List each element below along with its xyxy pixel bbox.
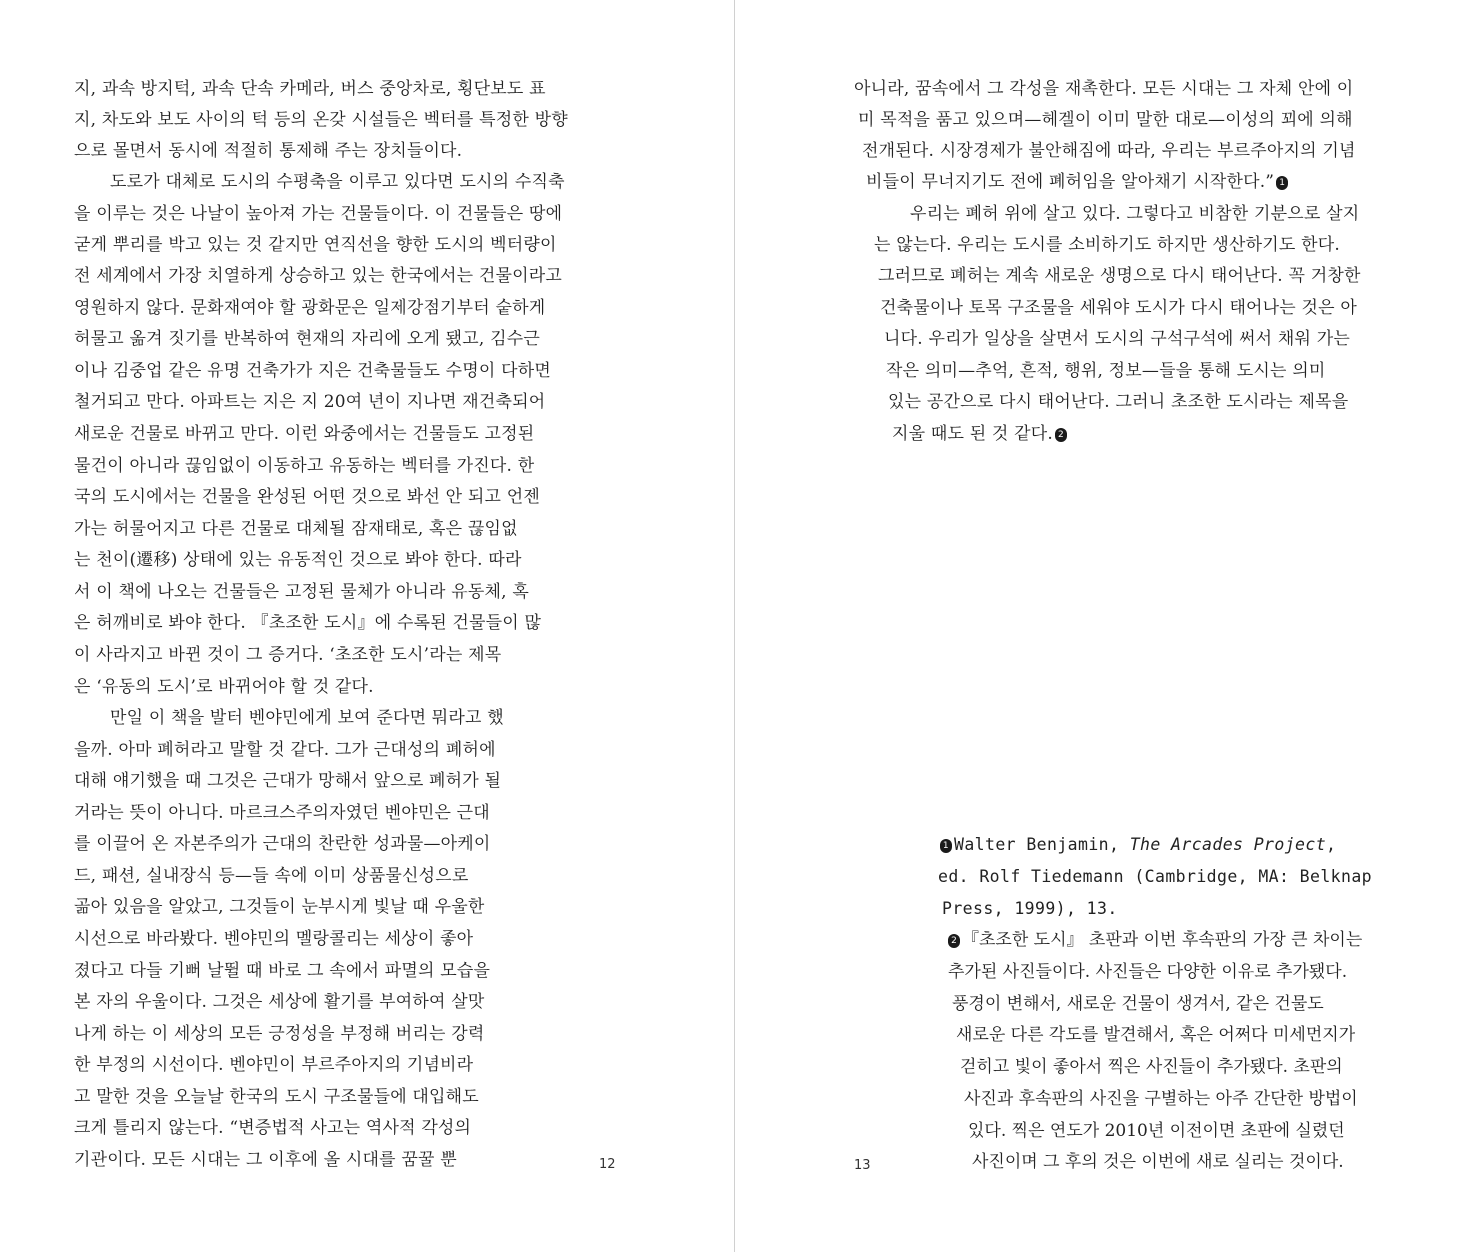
text-line: 한 부정의 시선이다. 벤야민이 부르주아지의 기념비라 bbox=[74, 1055, 474, 1075]
text-line: 를 이끌어 온 자본주의가 근대의 찬란한 성과물—아케이 bbox=[74, 834, 491, 854]
text-line: 드, 패션, 실내장식 등—들 속에 이미 상품물신성으로 bbox=[74, 866, 469, 886]
page-number: 12 bbox=[599, 1157, 616, 1172]
footnote-2: 2 『초조한 도시』 초판과 이번 후속판의 가장 큰 차이는 bbox=[946, 930, 1362, 950]
text-line: 영원하지 않다. 문화재여야 할 광화문은 일제강점기부터 숱하게 bbox=[74, 298, 546, 318]
text-line: 는 않는다. 우리는 도시를 소비하기도 하지만 생산하기도 한다. bbox=[874, 235, 1340, 255]
text-line: 으로 몰면서 동시에 적절히 통제해 주는 장치들이다. bbox=[74, 141, 463, 161]
text-line: 물건이 아니라 끊임없이 이동하고 유동하는 벡터를 가진다. 한 bbox=[74, 456, 535, 476]
text-line: 나게 하는 이 세상의 모든 긍정성을 부정해 버리는 강력 bbox=[74, 1024, 485, 1044]
footnote-2-line: 풍경이 변해서, 새로운 건물이 생겨서, 같은 건물도 bbox=[952, 994, 1324, 1014]
text-line: 거라는 뜻이 아니다. 마르크스주의자였던 벤야민은 근대 bbox=[74, 803, 490, 823]
text-line: 새로운 건물로 바뀌고 만다. 이런 와중에서는 건물들도 고정된 bbox=[74, 424, 535, 444]
page-gutter bbox=[734, 0, 735, 1252]
text-line: 본 자의 우울이다. 그것은 세상에 활기를 부여하여 살맛 bbox=[74, 992, 485, 1012]
footnote-marker: 2 bbox=[948, 934, 960, 948]
text-line: 니다. 우리가 일상을 살면서 도시의 구석구석에 써서 채워 가는 bbox=[884, 329, 1350, 349]
text-line: 아니라, 꿈속에서 그 각성을 재촉한다. 모든 시대는 그 자체 안에 이 bbox=[854, 79, 1354, 99]
text-line: 은 ‘유동의 도시’로 바뀌어야 할 것 같다. bbox=[74, 677, 374, 697]
footnote-marker: 1 bbox=[1276, 176, 1288, 190]
footnote-2-line: 있다. 찍은 연도가 2010년 이전이면 초판에 실렸던 bbox=[968, 1121, 1345, 1141]
text-line: 전 세계에서 가장 치열하게 상승하고 있는 한국에서는 건물이라고 bbox=[74, 266, 563, 286]
text-line: 있는 공간으로 다시 태어난다. 그러니 초조한 도시라는 제목을 bbox=[888, 392, 1349, 412]
text-line: 지, 과속 방지턱, 과속 단속 카메라, 버스 중앙차로, 횡단보도 표 bbox=[74, 79, 546, 99]
text-line: 지, 차도와 보도 사이의 턱 등의 온갖 시설들은 벡터를 특정한 방향 bbox=[74, 110, 568, 130]
page-number: 13 bbox=[854, 1158, 871, 1173]
footnote-2-line: 걷히고 빛이 좋아서 찍은 사진들이 추가됐다. 초판의 bbox=[960, 1057, 1343, 1077]
text-line: 이나 김중업 같은 유명 건축가가 지은 건축물들도 수명이 다하면 bbox=[74, 361, 552, 381]
text-line: 철거되고 만다. 아파트는 지은 지 20여 년이 지나면 재건축되어 bbox=[74, 392, 546, 412]
text-line: 우리는 폐허 위에 살고 있다. 그렇다고 비참한 기분으로 살지 bbox=[910, 204, 1360, 224]
footnote-1-line: Press, 1999), 13. bbox=[942, 899, 1118, 918]
text-line: 미 목적을 품고 있으며—헤겔이 이미 말한 대로—이성의 꾀에 의해 bbox=[858, 110, 1353, 130]
text-line: 비들이 무너지기도 전에 폐허임을 알아채기 시작한다.” 1 bbox=[866, 172, 1290, 192]
text-line: 고 말한 것을 오늘날 한국의 도시 구조물들에 대입해도 bbox=[74, 1087, 479, 1107]
text-line: 지울 때도 된 것 같다. 2 bbox=[892, 424, 1069, 444]
text-line: 전개된다. 시장경제가 불안해짐에 따라, 우리는 부르주아지의 기념 bbox=[862, 141, 1356, 161]
text-line: 허물고 옮겨 짓기를 반복하여 현재의 자리에 오게 됐고, 김수근 bbox=[74, 329, 540, 349]
text-line: 건축물이나 토목 구조물을 세워야 도시가 다시 태어나는 것은 아 bbox=[880, 298, 1358, 318]
footnote-marker: 1 bbox=[940, 839, 952, 853]
right-page bbox=[736, 0, 1474, 1252]
text-line: 크게 틀리지 않는다. “변증법적 사고는 역사적 각성의 bbox=[74, 1118, 472, 1138]
text-line: 국의 도시에서는 건물을 완성된 어떤 것으로 봐선 안 되고 언젠 bbox=[74, 487, 540, 507]
footnote-1: 1 Walter Benjamin, The Arcades Project, bbox=[938, 835, 1336, 855]
text-line: 굳게 뿌리를 박고 있는 것 같지만 연직선을 향한 도시의 벡터량이 bbox=[74, 235, 557, 255]
text-line: 이 사라지고 바뀐 것이 그 증거다. ‘초조한 도시’라는 제목 bbox=[74, 645, 502, 665]
text-line: 시선으로 바라봤다. 벤야민의 멜랑콜리는 세상이 좋아 bbox=[74, 929, 474, 949]
footnote-2-line: 사진과 후속판의 사진을 구별하는 아주 간단한 방법이 bbox=[964, 1089, 1358, 1109]
text-line: 작은 의미—추억, 흔적, 행위, 정보—들을 통해 도시는 의미 bbox=[886, 361, 1326, 381]
text-line: 은 허깨비로 봐야 한다. 『초조한 도시』에 수록된 건물들이 많 bbox=[74, 613, 542, 633]
text-line: 서 이 책에 나오는 건물들은 고정된 물체가 아니라 유동체, 혹 bbox=[74, 582, 529, 602]
text-line: 졌다고 다들 기뻐 날뛸 때 바로 그 속에서 파멸의 모습을 bbox=[74, 961, 491, 981]
left-page bbox=[0, 0, 735, 1252]
text-line: 곪아 있음을 알았고, 그것들이 눈부시게 빛날 때 우울한 bbox=[74, 897, 485, 917]
footnote-2-line: 새로운 다른 각도를 발견해서, 혹은 어쩌다 미세먼지가 bbox=[956, 1025, 1356, 1045]
footnote-2-line: 사진이며 그 후의 것은 이번에 새로 실리는 것이다. bbox=[972, 1152, 1344, 1172]
text-line: 도로가 대체로 도시의 수평축을 이루고 있다면 도시의 수직축 bbox=[110, 172, 565, 192]
footnote-1-line: ed. Rolf Tiedemann (Cambridge, MA: Belknap bbox=[938, 867, 1373, 886]
citation-title: The Arcades Project bbox=[1129, 835, 1327, 854]
text-line: 을까. 아마 폐허라고 말할 것 같다. 그가 근대성의 폐허에 bbox=[74, 740, 496, 760]
text-line: 을 이루는 것은 나날이 높아져 가는 건물들이다. 이 건물들은 땅에 bbox=[74, 204, 563, 224]
text-line: 대해 얘기했을 때 그것은 근대가 망해서 앞으로 폐허가 될 bbox=[74, 771, 502, 791]
text-line: 기관이다. 모든 시대는 그 이후에 올 시대를 꿈꿀 뿐 bbox=[74, 1150, 457, 1170]
text-line: 는 천이(遷移) 상태에 있는 유동적인 것으로 봐야 한다. 따라 bbox=[74, 550, 522, 570]
text-line: 그러므로 폐허는 계속 새로운 생명으로 다시 태어난다. 꼭 거창한 bbox=[878, 266, 1361, 286]
text-line: 가는 허물어지고 다른 건물로 대체될 잠재태로, 혹은 끊임없 bbox=[74, 519, 518, 539]
footnote-marker: 2 bbox=[1055, 428, 1067, 442]
text-line: 만일 이 책을 발터 벤야민에게 보여 준다면 뭐라고 했 bbox=[110, 708, 504, 728]
footnote-2-line: 추가된 사진들이다. 사진들은 다양한 이유로 추가됐다. bbox=[948, 962, 1348, 982]
